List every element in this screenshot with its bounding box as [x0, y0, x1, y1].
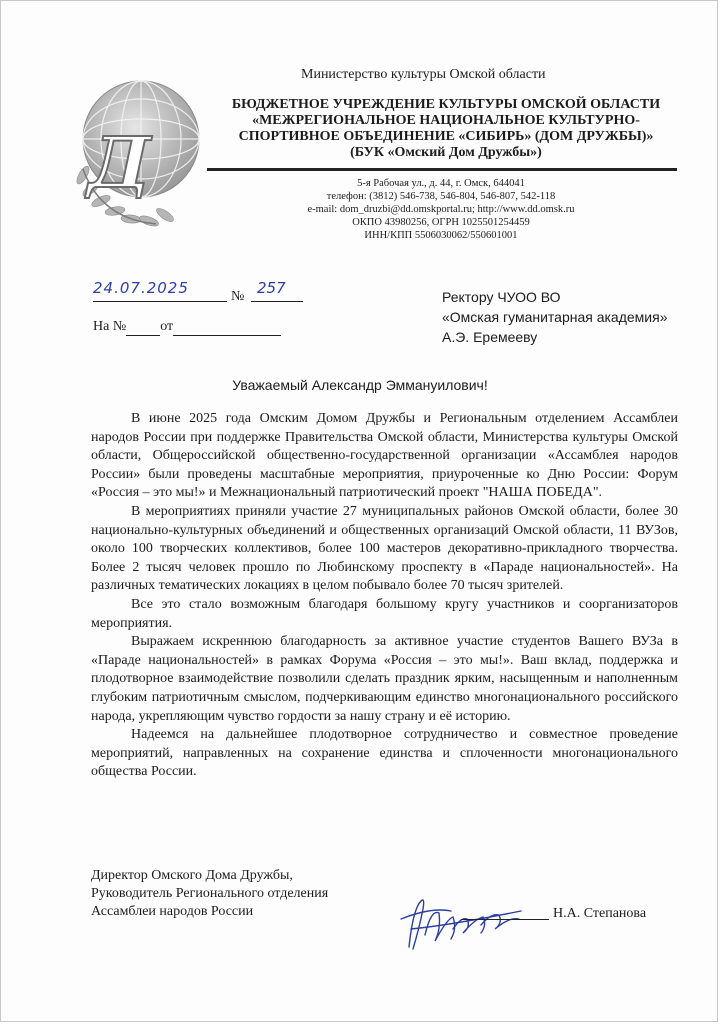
- reference-line: [93, 319, 281, 336]
- organization-name: [201, 97, 691, 161]
- inn-kpp: ИНН/КПП 5506030062/550601001: [364, 230, 518, 241]
- signature-line: [461, 919, 549, 920]
- globe-laurel-logo-icon: [61, 69, 211, 239]
- date-underline: [93, 301, 227, 302]
- phones: телефон: (3812) 546-738, 546-804, 546-807, 542-118: [326, 191, 556, 202]
- number-underline: [251, 301, 303, 302]
- paragraph: В июне 2025 года Омским Домом Дружбы и Региональным отделением Ассамблеи народов России при поддержке Правительства Омской области, Министерства культуры Омской области, Общероссийской общественно-государственной организации «Ассамблея народов России» были проведены масштабные мероприятия, приуроченные ко Дню России: Форум «Россия – это мы!» и Межнациональный патриотический проект "НАША ПОБЕДА".: [91, 411, 678, 501]
- greeting: Уважаемый Александр Эммануилович!: [232, 377, 488, 393]
- ref-number-blank: [126, 319, 160, 336]
- signatory-title: [91, 867, 411, 921]
- paragraph: Все это стало возможным благодаря большому кругу участников и соорганизаторов мероприятия.: [91, 596, 678, 631]
- handwritten-signature: [391, 889, 551, 959]
- email-website: e-mail: dom_druzbi@dd.omskportal.ru; http://www.dd.omsk.ru: [307, 204, 575, 215]
- signatory-title-line: Руководитель Регионального отделения: [91, 886, 329, 901]
- signatory-name: Н.А. Степанова: [553, 906, 647, 921]
- okpo-ogrn: ОКПО 43980256, ОГРН 1025501254459: [352, 217, 530, 228]
- org-line: СПОРТИВНОЕ ОБЪЕДИНЕНИЕ «СИБИРЬ» (ДОМ ДРУЖБЫ)»: [238, 129, 654, 144]
- paragraph: Выражаем искреннюю благодарность за активное участие студентов Вашего ВУЗа в «Параде национальностей» в рамках Форума «Россия – это мы!». Ваш вклад, поддержка и плодотворное взаимодействие позволили сделать праздник ярким, насыщенным и наполненным глубоким патриотичным смыслом, подчеркивающим единство многонационального российского народа, укрепляющим чувство гордости за нашу страну и её историю.: [91, 634, 678, 724]
- organization-logo: [61, 69, 211, 239]
- header-divider: [207, 168, 677, 171]
- signatory-title-line: Ассамблеи народов России: [91, 904, 254, 919]
- recipient-line: «Омская гуманитарная академия»: [442, 309, 668, 325]
- ref-number-label: На №: [93, 319, 127, 334]
- ref-date-blank: [173, 319, 281, 336]
- recipient-line: Ректору ЧУОО ВО: [442, 289, 561, 305]
- number-label: №: [231, 289, 245, 304]
- org-line: «МЕЖРЕГИОНАЛЬНОЕ НАЦИОНАЛЬНОЕ КУЛЬТУРНО-: [252, 113, 640, 128]
- paragraph: В мероприятиях приняли участие 27 муниципальных районов Омской области, более 30 национально-культурных объединений и общественных организаций Омской области, 11 ВУЗов, около 100 творческих коллективов, более 100 мастеров декоративно-прикладного творчества. Более 2 тысяч человек прошло по Любинскому проспекту в «Параде национальностей». На различных тематических локациях в целом побывало более 70 тысяч зрителей.: [91, 503, 678, 594]
- org-short-name: (БУК «Омский Дом Дружбы»): [350, 145, 542, 160]
- address: 5-я Рабочая ул., д. 44, г. Омск, 644041: [357, 178, 525, 189]
- letter-body: [91, 410, 678, 782]
- handwritten-date: 24.07.2025: [93, 279, 189, 297]
- ref-from-label: от: [160, 319, 174, 334]
- signature-icon: [391, 889, 551, 959]
- signatory-title-line: Директор Омского Дома Дружбы,: [91, 868, 293, 883]
- recipient-line: А.Э. Еремееву: [442, 329, 538, 345]
- ministry-name: Министерство культуры Омской области: [301, 67, 546, 82]
- recipient-block: [442, 287, 702, 347]
- paragraph: Надеемся на дальнейшее плодотворное сотрудничество и совместное проведение мероприятий, направленных на сохранение единства и сплоченности многонационального общества России.: [91, 727, 678, 780]
- contact-block: [231, 177, 651, 242]
- handwritten-number: 257: [257, 279, 286, 297]
- org-line: БЮДЖЕТНОЕ УЧРЕЖДЕНИЕ КУЛЬТУРЫ ОМСКОЙ ОБЛАСТИ: [231, 97, 661, 112]
- logo-letter: Д: [80, 121, 161, 204]
